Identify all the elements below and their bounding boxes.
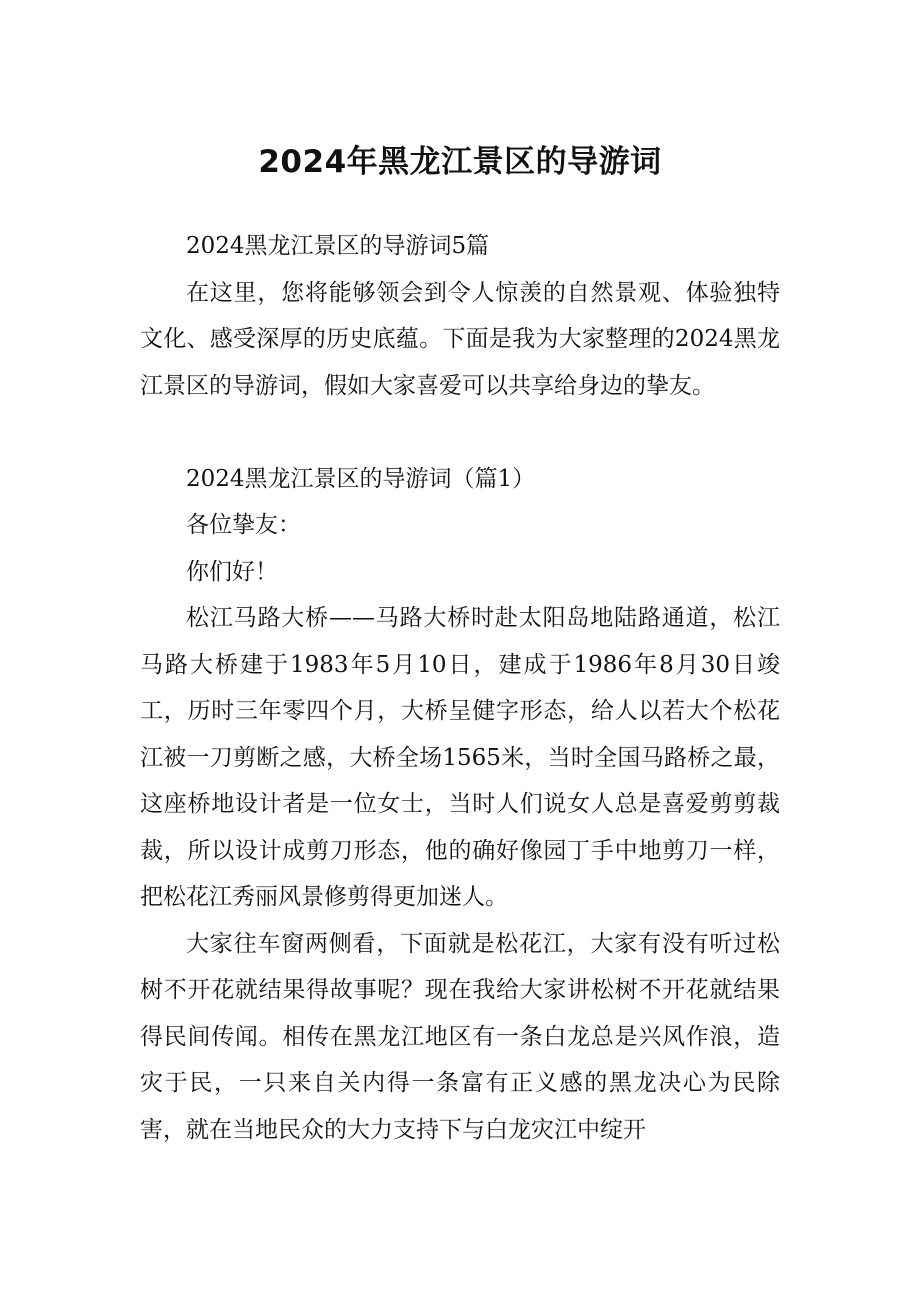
body-paragraph-legend: 大家往车窗两侧看，下面就是松花江，大家有没有听过松树不开花就结果得故事呢？现在我给大家讲松树不开花就结果得民间传闻。相传在黑龙江地区有一条白龙总是兴风作浪，造灾于民，一只来自关内得一条富有正义感的黑龙决心为民除害，就在当地民众的大力支持下与白龙灾江中绽开 (140, 930, 780, 1143)
document-title: 2024年黑龙江景区的导游词 (258, 144, 662, 180)
document-body (140, 223, 780, 1153)
intro-paragraph: 在这里，您将能够领会到令人惊羡的自然景观、体验独特文化、感受深厚的历史底蕴。下面是我为大家整理的2024黑龙江景区的导游词，假如大家喜爱可以共享给身边的挚友。 (140, 279, 780, 399)
hello-line: 你们好！ (186, 558, 278, 585)
subtitle-line: 2024黑龙江景区的导游词5篇 (186, 233, 490, 259)
greeting-line: 各位挚友： (186, 512, 301, 538)
section-heading: 2024黑龙江景区的导游词（篇1） (186, 465, 536, 492)
paragraph-spacer (140, 409, 780, 456)
body-paragraph-bridge: 松江马路大桥——马路大桥时赴太阳岛地陆路通道，松江马路大桥建于1983年5月10日，建成于1986年8月30日竣工，历时三年零四个月，大桥呈健字形态，给人以若大个松花江被一刀剪断之感，大桥全场1565米，当时全国马路桥之最，这座桥地设计者是一位女士，当时人们说女人总是喜爱剪剪裁裁，所以设计成剪刀形态，他的确好像园丁手中地剪刀一样，把松花江秀丽风景修剪得更加迷人。 (140, 605, 780, 910)
